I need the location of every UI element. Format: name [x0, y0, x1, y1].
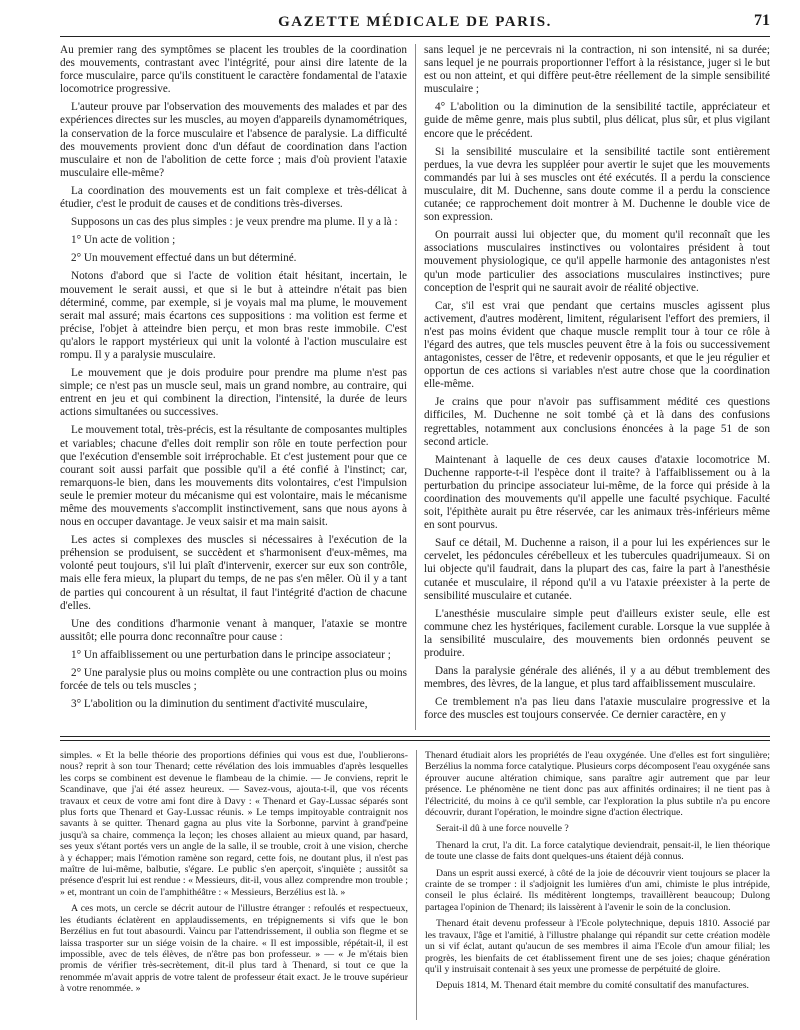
- paragraph: Thenard la crut, l'a dit. La force catalytique deviendrait, pensait-il, le lien théorique de toute une classe de faits dont quelques-uns étaient déjà connus.: [425, 839, 770, 863]
- upper-right-column: [424, 44, 770, 728]
- paragraph: Les actes si complexes des muscles si nécessaires à l'exécution de la préhension se produisent, se succèdent et s'harmonisent d'eux-mêmes, ma volonté peut toujours, s'il lui plaît d'intervenir, exercer sur eux son contrôle, mais elle fera mieux, la plupart du temps, de ne pas s'en mêler. Où il y a tant de parties qui concourent à un résultat, il faut l'intégrité d'action de chacune d'elles.: [60, 534, 407, 612]
- paragraph: Ce tremblement n'a pas lieu dans l'ataxie musculaire progressive et la force des muscles est toujours conservée. Ce dernier caractère, en y: [424, 696, 770, 722]
- paragraph: Si la sensibilité musculaire et la sensibilité tactile sont entièrement perdues, la vue devra les suppléer pour avertir le sujet que les mouvements commandés par lui à ses muscles ont été exécutés. Il a perdu la conscience musculaire, dit M. Duchenne, sans doute comme il a perdu la conscience cutanée; ce rapprochement doit montrer à M. Duchenne le double vice de son expression.: [424, 145, 770, 224]
- paragraph: Depuis 1814, M. Thenard était membre du comité consultatif des manufactures.: [436, 980, 749, 992]
- paragraph: La coordination des mouvements est un fait complexe et très-délicat à étudier, c'est le produit de causes et de conditions très-diverses.: [60, 184, 407, 211]
- paragraph: 1° Un acte de volition ;: [71, 234, 176, 247]
- paragraph: 2° Un mouvement effectué dans un but déterminé.: [71, 252, 297, 265]
- paragraph: simples. « Et la belle théorie des proportions définies qui vous est due, l'oublierons-nous? reprit à son tour Thenard; cette révélation des lois immuables d'après lesquelles les corps se combinent est devenue le flambeau de la chimie. — Je conviens, reprit le Scandinave, que j'ai été assez heureux. — Savez-vous, ajouta-t-il, que vos récents travaux et ceux de votre ami font dire à Davy : « Thenard et Gay-Lussac séparés sont plus forts que Thenard et Gay-Lussac réunis. » Le temps impitoyable contraignit nos savants à se quitter. Thenard gagna au plus vite la Sorbonne, parvint à grand'peine jusqu'à sa chaire, commença la leçon; les choses allaient au mieux quand, par hasard, ses yeux s'étant portés vers un angle de la salle, il se trouble, croit à une vision, cherche à y échapper; mais l'émotion ramène son regard, cette fois, ne doutant plus, il n'est pas maître de lui-même, balbutie, s'égare. Le public s'en aperçoit, s'inquiète ; aussitôt sa présence d'esprit lui est rendue : « Messieurs, dit-il, vous allez comprendre mon trouble ; » et, montrant un coin de l'amphithéâtre : « Messieurs, Berzélius est là. »: [60, 750, 408, 898]
- lower-column-divider: [416, 750, 417, 1020]
- paragraph: Le mouvement total, très-précis, est la résultante de composantes multiples et variables; chacune d'elles doit remplir son rôle en toute perfection pour que l'exécution d'ensemble soit irréprochable. Et c'est justement pour que ce courant soit aussi parfait que possible qu'il a été confié à l'instinct; car, remarquons-le bien, dans les mouvements dits volontaires, c'est l'impulsion seule le premier moteur du mécanisme qui est volontaire, mais le mécanisme même des mouvements s'accomplit instinctivement, sans que nous ayons à nous en occuper davantage. Je veux saisir et ma main saisit.: [60, 424, 407, 529]
- feuilleton-rule: [60, 740, 770, 741]
- paragraph: 4° L'abolition ou la diminution de la sensibilité tactile, appréciateur et guide de même genre, mais plus subtil, plus délicat, plus sûr, et plus vigilant encore que le précédent.: [424, 101, 770, 140]
- paragraph: A ces mots, un cercle se décrit autour de l'illustre étranger : refoulés et respectueux, les étudiants éclatèrent en applaudissements, en trépignements si vifs que le bon Berzélius en fut tout abasourdi. Vaincu par l'attendrissement, il oublia son flegme et se laissa trasporter sur un siége voisin de la chaire. « Il est impossible, répétait-il, il est impossible, avec de tels élèves, de n'être pas bon professeur. » — « Je m'étais bien promis de vérifier très-secrètement, dit-il plus tard à Thenard, si tout ce que la renommée m'avait appris de votre talent de professeur était exact. Je le trouve supérieur à votre renommée. »: [60, 903, 408, 995]
- paragraph: On pourrait aussi lui objecter que, du moment qu'il reconnaît que les associations musculaires instinctives ou volontaires président à tout mouvement physiologique, ce qu'il appelle harmonie des antagonistes n'est qu'un mode particulier des associations musculaires instinctives; pure conception de l'esprit qui ne saurait avoir de réalité objective.: [424, 229, 770, 294]
- paragraph: L'auteur prouve par l'observation des mouvements des malades et par des expériences directes sur les muscles, au moyen d'appareils dynamométriques, la conservation de la force musculaire et l'absence de paralysie. La difficulté des mouvements provient donc d'un défaut de coordination dans l'action musculaire et non de l'abolition de cette force ; mais d'où provient l'ataxie musculaire elle-même?: [60, 101, 407, 179]
- paragraph: 2° Une paralysie plus ou moins complète ou une contraction plus ou moins forcée de tels ou tels muscles ;: [60, 667, 407, 693]
- paragraph: Car, s'il est vrai que pendant que certains muscles agissent plus activement, d'autres modèrent, limitent, régularisent l'effort des premiers, il n'est pas moins évident que chaque muscle remplit tour à tour ce rôle à l'égard des autres, que tels muscles peuvent être à la fois ou successivement antagonistes, cesser de l'être, et redevenir opposants, et que le jeu régulier et opportun de ces actions si variables n'est autre chose que la coordination elle-même.: [424, 299, 770, 391]
- paragraph: L'anesthésie musculaire simple peut d'ailleurs exister seule, elle est commune chez les hystériques, facilement curable. Lorsque la vue supplée à la sensibilité musculaire, des mouvements bien ordonnés peuvent se produire.: [424, 607, 770, 660]
- paragraph: 1° Un affaiblissement ou une perturbation dans le principe associateur ;: [71, 648, 391, 661]
- paragraph: Thenard étudiait alors les propriétés de l'eau oxygénée. Une d'elles est fort singulière; Berzélius la nomma force catalytique. Plusieurs corps décomposent l'eau oxygénée sans éprouver aucune altération chimique, sans paraître agir autrement que par leur présence. Le phénomène ne tient donc pas aux affinités ordinaires; il ne tient pas à l'électricité, du moins à ce qu'il semble, car l'exploration la plus subtile n'a pu encore découvrir, durant l'opération, le moindre signe d'action électrique.: [425, 750, 770, 819]
- paragraph: Au premier rang des symptômes se placent les troubles de la coordination des mouvements, contrastant avec l'intégrité, pour ainsi dire latente de la force musculaire, parce qu'ils constituent le caractère fondamental de l'ataxie locomotrice progressive.: [60, 44, 407, 96]
- paragraph: Sauf ce détail, M. Duchenne a raison, il a pour lui les expériences sur le cervelet, les pédoncules cérébelleux et les tubercules quadrijumeaux. Si on lui objecte qu'il faudrait, dans la plupart des cas, faire la part à l'anesthésie cutanée et musculaire, il répond qu'il a vu l'ataxie préexister à la perte de sensibilité musculaire et cutanée.: [424, 537, 770, 602]
- feuilleton-rule: [60, 736, 770, 737]
- upper-left-column: [60, 44, 407, 716]
- page-number: 71: [754, 12, 770, 29]
- page-header: [60, 12, 770, 34]
- paragraph: Dans un esprit aussi exercé, à côté de la joie de découvrir vient toujours se placer la crainte de se tromper : il s'adjoignit les lumières d'un ami, chimiste le plus intrépide, conseil le plus éclairé. Ils méditèrent longtemps, travaillèrent beaucoup; Dulong partagea l'opinion de Thenard; ils laissèrent à l'avenir le soin de la conclusion.: [425, 867, 770, 913]
- paragraph: Une des conditions d'harmonie venant à manquer, l'ataxie se montre aussitôt; elle pourra donc reconnaître pour cause :: [60, 617, 407, 643]
- lower-right-column: [425, 750, 770, 997]
- lower-left-column: [60, 750, 408, 1000]
- paragraph: Le mouvement que je dois produire pour prendre ma plume n'est pas simple; ce n'est pas un muscle seul, mais un grand nombre, au contraire, qui entrent en jeu et qui combinent la direction, l'intensité, la durée de leurs actions simultanées ou successives.: [60, 367, 407, 419]
- paragraph: Notons d'abord que si l'acte de volition était hésitant, incertain, le mouvement le serait aussi, et que si le but à atteindre n'était pas bien déterminé, comme, par exemple, si je voyais mal ma plume, le mouvement serait mal assuré; mais écartons ces suppositions : ma volition est ferme et précise, l'objet à atteindre bien perçu, et mon bras reste immobile. C'est qu'alors le rapport mystérieux qui unit la volonté à l'action musculaire est rompu. Il y a paralysie musculaire.: [60, 270, 407, 361]
- upper-column-divider: [415, 44, 416, 730]
- paragraph: Maintenant à laquelle de ces deux causes d'ataxie locomotrice M. Duchenne rapporte-t-il l'espèce dont il traite? à l'affaiblissement ou à la perturbation du principe associateur lui-même, de la force qui préside à la coordination des mouvements qu'il appelle une faculté psychique. Faculté soit, l'épithète aurait pu être réservée, car les animaux très-inférieurs même en sont pourvus.: [424, 453, 770, 532]
- journal-title: GAZETTE MÉDICALE DE PARIS.: [278, 14, 552, 30]
- paragraph: Je crains que pour n'avoir pas suffisamment médité ces questions difficiles, M. Duchenne ne soit tombé çà et là dans des confusions regrettables, notamment aux conclusions énoncées à la page 51 de son second article.: [424, 396, 770, 448]
- paragraph: Dans la paralysie générale des aliénés, il y a au début tremblement des membres, des lèvres, de la langue, et plus tard affaiblissement musculaire.: [424, 665, 770, 691]
- paragraph: Serait-il dû à une force nouvelle ?: [436, 823, 569, 835]
- paragraph: Thenard était devenu professeur à l'Ecole polytechnique, depuis 1810. Associé par les travaux, l'âge et l'amitié, à l'illustre phalange qui répandit sur cette création modèle un si vif éclat, autant qu'aucun de ses membres il aima l'Ecole d'un amour filial; les progrès, les bienfaits de cet établissement firent une de ses joies; chaque génération qu'il y instruisait contenait à ses yeux une promesse de perpétuité de gloire.: [425, 918, 770, 975]
- paragraph: sans lequel je ne percevrais ni la contraction, ni son intensité, ni sa durée; sans lequel je ne pourrais proportionner l'effort à la résistance, juger si le but est ou non atteint, et qui diffère peut-être réellement de la simple sensibilité musculaire ;: [424, 44, 770, 96]
- paragraph: 3° L'abolition ou la diminution du sentiment d'activité musculaire,: [71, 698, 368, 711]
- paragraph: Supposons un cas des plus simples : je veux prendre ma plume. Il y a là :: [71, 216, 398, 229]
- header-rule: [60, 36, 770, 37]
